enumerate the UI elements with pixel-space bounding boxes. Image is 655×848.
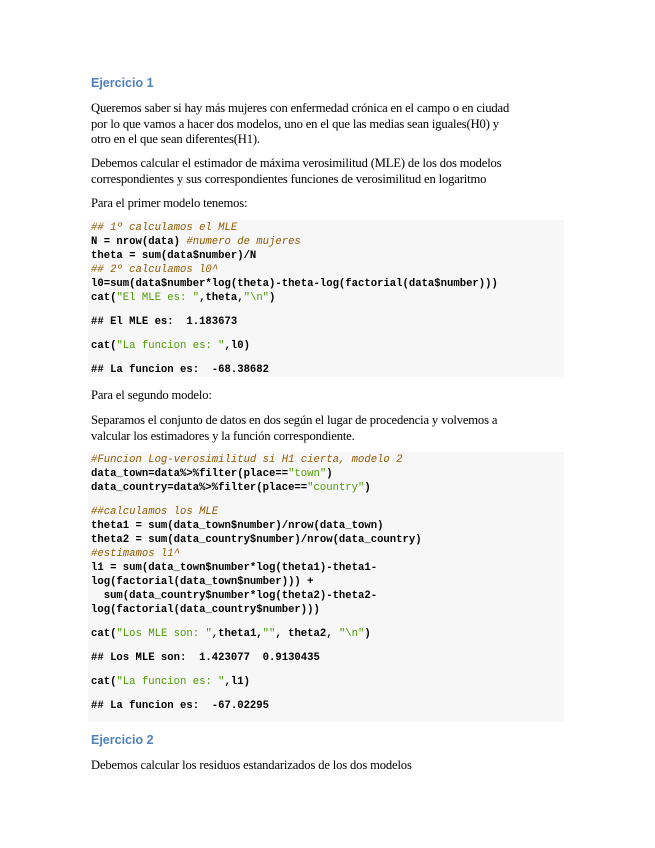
code-block-model-2: #Funcion Log-verosimilitud si H1 cierta, modelo 2 data_town=data%>%filter(place=="town") data_country=data%>%filter(place=="country") ##calculamos los MLE theta1 = sum(data_town$number)/nrow(data_town) theta2 = sum(data_country$number)/nrow(data_country) #estimamos l1^ l1 = sum(data_town$number*log(theta1)-theta1- log(factorial(data_town$number))) + sum(data_country$number*log(theta2)-theta2- log(factorial(data_country$number))) cat("Los MLE son: ",theta1,"", theta2, "\n") ## Los MLE son: 1.423077 0.9130435 cat("La funcion es: ",l1) ## La funcion es: -67.02295 xyxy=(88,452,564,722)
output-mle-2: ## Los MLE son: 1.423077 0.9130435 xyxy=(91,652,320,664)
ejercicio-1-heading: Ejercicio 1 xyxy=(91,76,154,90)
separation-paragraph: Separamos el conjunto de datos en dos según el lugar de procedencia y volvemos a valcular los estimadores y la función correspondiente. xyxy=(91,413,498,443)
second-model-paragraph: Para el segundo modelo: xyxy=(91,388,212,402)
output-funcion-2: ## La funcion es: -67.02295 xyxy=(91,700,270,712)
intro-paragraph: Queremos saber si hay más mujeres con enfermedad crónica en el campo o en ciudad por lo que vamos a hacer dos modelos, uno en el que las medias sean iguales(H0) y otro en el que sean diferentes(H1). xyxy=(91,101,510,147)
output-funcion: ## La funcion es: -68.38682 xyxy=(91,364,270,376)
residuos-paragraph: Debemos calcular los residuos estandarizados de los dos modelos xyxy=(91,758,412,772)
code-block-model-1: ## 1º calculamos el MLE N = nrow(data) #numero de mujeres theta = sum(data$number)/N ## 2º calculamos l0^ l0=sum(data$number*log(theta)-theta-log(factorial(data$number))) cat("El MLE es: ",theta,"\n") ## El MLE es: 1.183673 cat("La funcion es: ",l0) ## La funcion es: -68.38682 xyxy=(88,220,564,377)
mle-paragraph: Debemos calcular el estimador de máxima verosimilitud (MLE) de los dos modelos correspondientes y sus correspondientes funciones de verosimilitud en logaritmo xyxy=(91,156,502,186)
ejercicio-2-heading: Ejercicio 2 xyxy=(91,733,154,747)
output-mle: ## El MLE es: 1.183673 xyxy=(91,316,238,328)
first-model-paragraph: Para el primer modelo tenemos: xyxy=(91,196,248,210)
